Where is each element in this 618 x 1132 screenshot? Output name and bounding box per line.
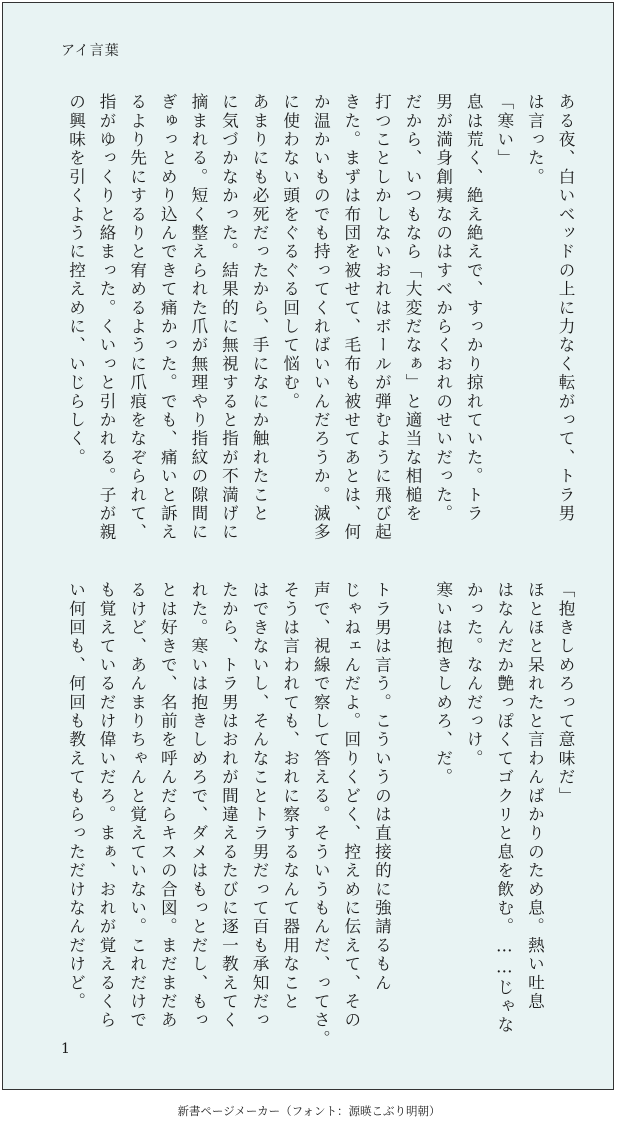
text-column: 「抱きしめろって意味だ」 — [556, 581, 575, 806]
text-column: は言った。 — [525, 93, 545, 187]
text-column: ほとほと呆れたと言わんばかりのため息。熱い吐息 — [525, 581, 545, 1012]
text-column: じゃねェんだよ。回りくどく、控えめに伝えて、その — [341, 581, 361, 1030]
text-column: か温かいものでも持ってくればいいんだろうか。滅多 — [311, 93, 331, 542]
text-column: はなんだか艶っぽくてゴクリと息を飲む。……じゃな — [494, 581, 514, 1035]
page-number: 1 — [61, 1041, 70, 1057]
book-page — [2, 2, 614, 1090]
text-column: ある夜、白いベッドの上に力なく転がって、トラ男 — [556, 93, 575, 524]
text-column: 寒いは抱きしめろ、だ。 — [433, 581, 453, 787]
book-title: アイ言葉 — [61, 43, 120, 59]
text-column: だから、いつもなら「大変だなぁ」と適当な相槌を — [403, 93, 423, 524]
text-block-top — [53, 93, 575, 542]
text-column: 「寒い」 — [494, 93, 514, 168]
footer-credit: 新書ページメーカー（フォント：源暎こぶり明朝） — [177, 1104, 441, 1118]
text-column: はできないし、そんなことトラ男だって百も承知だっ — [250, 581, 270, 1030]
text-column: ぎゅっとめり込んできて痛かった。でも、痛いと訴え — [158, 93, 178, 542]
text-column — [389, 581, 420, 1001]
text-column: るけど、あんまりちゃんと覚えていない。これだけで — [127, 581, 147, 1030]
text-column: かった。なんだっけ。 — [464, 581, 484, 768]
text-column: 打つことしかしないおれはボールが弾むように飛び起 — [372, 93, 392, 542]
text-column: い何回も、何回も教えてもらっただけなんだけど。 — [66, 581, 86, 1012]
text-column: に使わない頭をぐるぐる回して悩む。 — [280, 93, 300, 411]
text-column: も覚えているだけ偉いだろ。まぁ、おれが覚えるくら — [97, 581, 117, 1030]
text-column: たから、トラ男はおれが間違えるたびに逐一教えてく — [219, 581, 239, 1030]
text-column: 声で、視線で察して答える。そういうもんだ、ってさ。 — [311, 581, 331, 1049]
text-block-bottom — [53, 581, 575, 1049]
text-column: そうは言われても、おれに察するなんて器用なこと — [280, 581, 300, 1012]
text-column: の興味を引くように控えめに、いじらしく。 — [66, 93, 86, 467]
text-column: 指がゆっくりと絡まった。くいっと引かれる。子が親 — [97, 93, 117, 542]
text-column: とは好きで、名前を呼んだらキスの合図。まだまだあ — [158, 581, 178, 1030]
text-column: トラ男は言う。こういうのは直接的に強請るもん — [372, 581, 392, 993]
text-column: 男が満身創痍なのはすべからくおれのせいだった。 — [433, 93, 453, 524]
text-column: きた。まずは布団を被せて、毛布も被せてあとは、何 — [341, 93, 361, 542]
text-column: れた。寒いは抱きしめろで、ダメはもっとだし、もっ — [188, 581, 208, 1030]
text-column: 摘まれる。短く整えられた爪が無理やり指紋の隙間に — [188, 93, 208, 542]
text-column: 息は荒く、絶え絶えで、すっかり掠れていた。トラ — [464, 93, 484, 524]
text-column: るより先にするりと宥めるように爪痕をなぞられて、 — [127, 93, 147, 542]
text-column: に気づかなかった。結果的に無視すると指が不満げに — [219, 93, 239, 542]
text-column: あまりにも必死だったから、手になにか触れたこと — [250, 93, 270, 524]
